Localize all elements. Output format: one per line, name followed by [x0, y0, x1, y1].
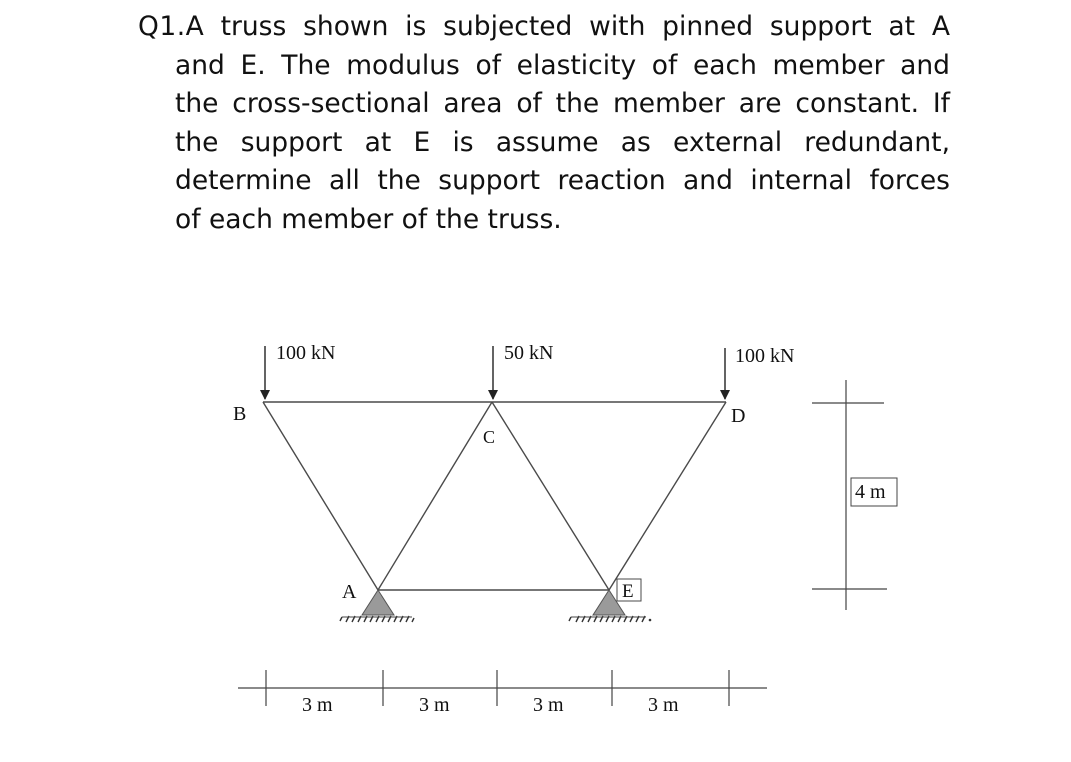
- span-label-3: 3 m: [533, 694, 564, 716]
- node-label-e: E: [622, 581, 634, 602]
- question-line-5: determine all the support reaction and internal forces: [175, 165, 950, 197]
- height-label: 4 m: [855, 481, 886, 503]
- question-line-6: of each member of the truss.: [175, 203, 562, 235]
- question-line-4: the support at E is assume as external redundant,: [175, 126, 950, 158]
- member-ba: [263, 402, 378, 590]
- support-a-triangle: [362, 590, 394, 615]
- question-number: Q1.: [138, 11, 186, 42]
- node-label-d: D: [731, 405, 746, 427]
- span-label-2: 3 m: [419, 694, 450, 716]
- load-label-b: 100 kN: [276, 342, 336, 364]
- span-label-1: 3 m: [302, 694, 333, 716]
- node-label-a: A: [342, 581, 357, 603]
- load-label-d: 100 kN: [735, 345, 795, 367]
- question-line-2: and E. The modulus of elasticity of each member and: [175, 49, 950, 81]
- support-e-dot: [649, 619, 652, 622]
- member-ac: [378, 402, 492, 590]
- node-label-b: B: [233, 403, 247, 425]
- question-line-1-text: A truss shown is subjected with pinned support at A: [185, 11, 950, 42]
- question-line-3: the cross-sectional area of the member are constant. If: [175, 88, 950, 120]
- node-label-c: C: [483, 427, 496, 447]
- member-ce: [492, 402, 609, 590]
- load-label-c: 50 kN: [504, 342, 554, 364]
- member-ed: [609, 402, 726, 590]
- span-label-4: 3 m: [648, 694, 679, 716]
